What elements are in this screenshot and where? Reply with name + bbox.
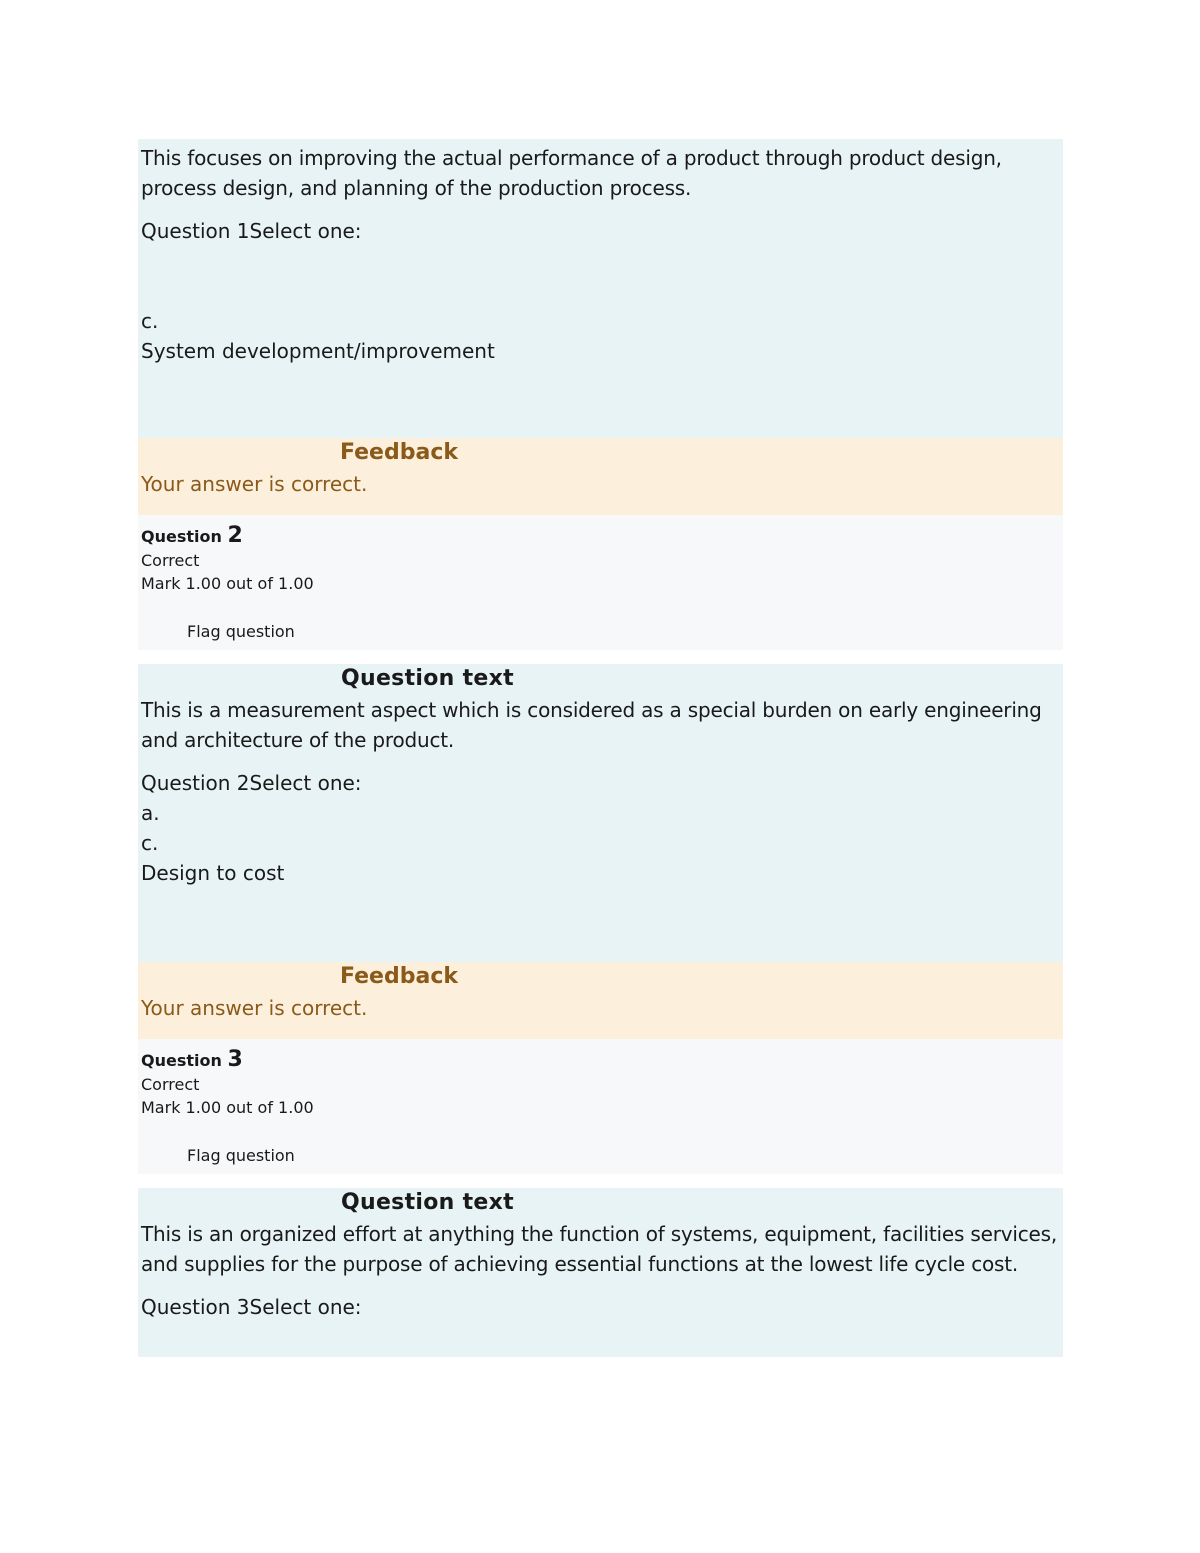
question-3-info bbox=[138, 1039, 1063, 1174]
spacer bbox=[138, 1174, 1063, 1188]
question-3-block bbox=[138, 1188, 1063, 1357]
question-2-prompt: Question 2Select one: bbox=[141, 771, 362, 795]
question-1-option-letter[interactable]: c. bbox=[141, 309, 159, 333]
question-2-block bbox=[138, 664, 1063, 962]
question-1-answer[interactable]: System development/improvement bbox=[141, 339, 495, 363]
question-label: Question bbox=[141, 527, 228, 546]
feedback-2-block bbox=[138, 962, 1063, 1039]
question-2-flag-button[interactable]: Flag question bbox=[187, 622, 295, 641]
question-1-block bbox=[138, 139, 1063, 438]
question-3-title: Question text bbox=[341, 1190, 514, 1215]
question-2-mark: Mark 1.00 out of 1.00 bbox=[141, 574, 314, 593]
question-2-number bbox=[138, 515, 1063, 549]
question-2-answer[interactable]: Design to cost bbox=[141, 861, 285, 885]
question-3-prompt: Question 3Select one: bbox=[141, 1295, 362, 1319]
question-3-status: Correct bbox=[141, 1075, 200, 1094]
question-2-option-c[interactable]: c. bbox=[141, 831, 159, 855]
feedback-2-text: Your answer is correct. bbox=[141, 996, 368, 1020]
question-3-mark: Mark 1.00 out of 1.00 bbox=[141, 1098, 314, 1117]
feedback-1-text: Your answer is correct. bbox=[141, 472, 368, 496]
quiz-review-page bbox=[138, 139, 1063, 1357]
question-1-prompt: Question 1Select one: bbox=[141, 219, 362, 243]
question-2-status: Correct bbox=[141, 551, 200, 570]
question-number: 3 bbox=[227, 1047, 243, 1072]
question-3-flag-button[interactable]: Flag question bbox=[187, 1146, 295, 1165]
question-number: 2 bbox=[227, 523, 243, 548]
question-2-text: This is a measurement aspect which is considered as a special burden on early engineering and architecture of the product. bbox=[141, 698, 1042, 752]
question-3-number bbox=[138, 1039, 1063, 1073]
question-3-text: This is an organized effort at anything the function of systems, equipment, facilities services, and supplies for the purpose of achieving essential functions at the lowest life cycle cost. bbox=[141, 1222, 1057, 1276]
spacer bbox=[138, 650, 1063, 664]
question-2-info bbox=[138, 515, 1063, 650]
question-label: Question bbox=[141, 1051, 228, 1070]
question-2-option-a[interactable]: a. bbox=[141, 801, 160, 825]
question-1-text: This focuses on improving the actual performance of a product through product design, process design, and planning of the production process. bbox=[141, 146, 1002, 200]
feedback-1-block bbox=[138, 438, 1063, 515]
feedback-1-title: Feedback bbox=[340, 440, 458, 465]
feedback-2-title: Feedback bbox=[340, 964, 458, 989]
question-2-title: Question text bbox=[341, 666, 514, 691]
